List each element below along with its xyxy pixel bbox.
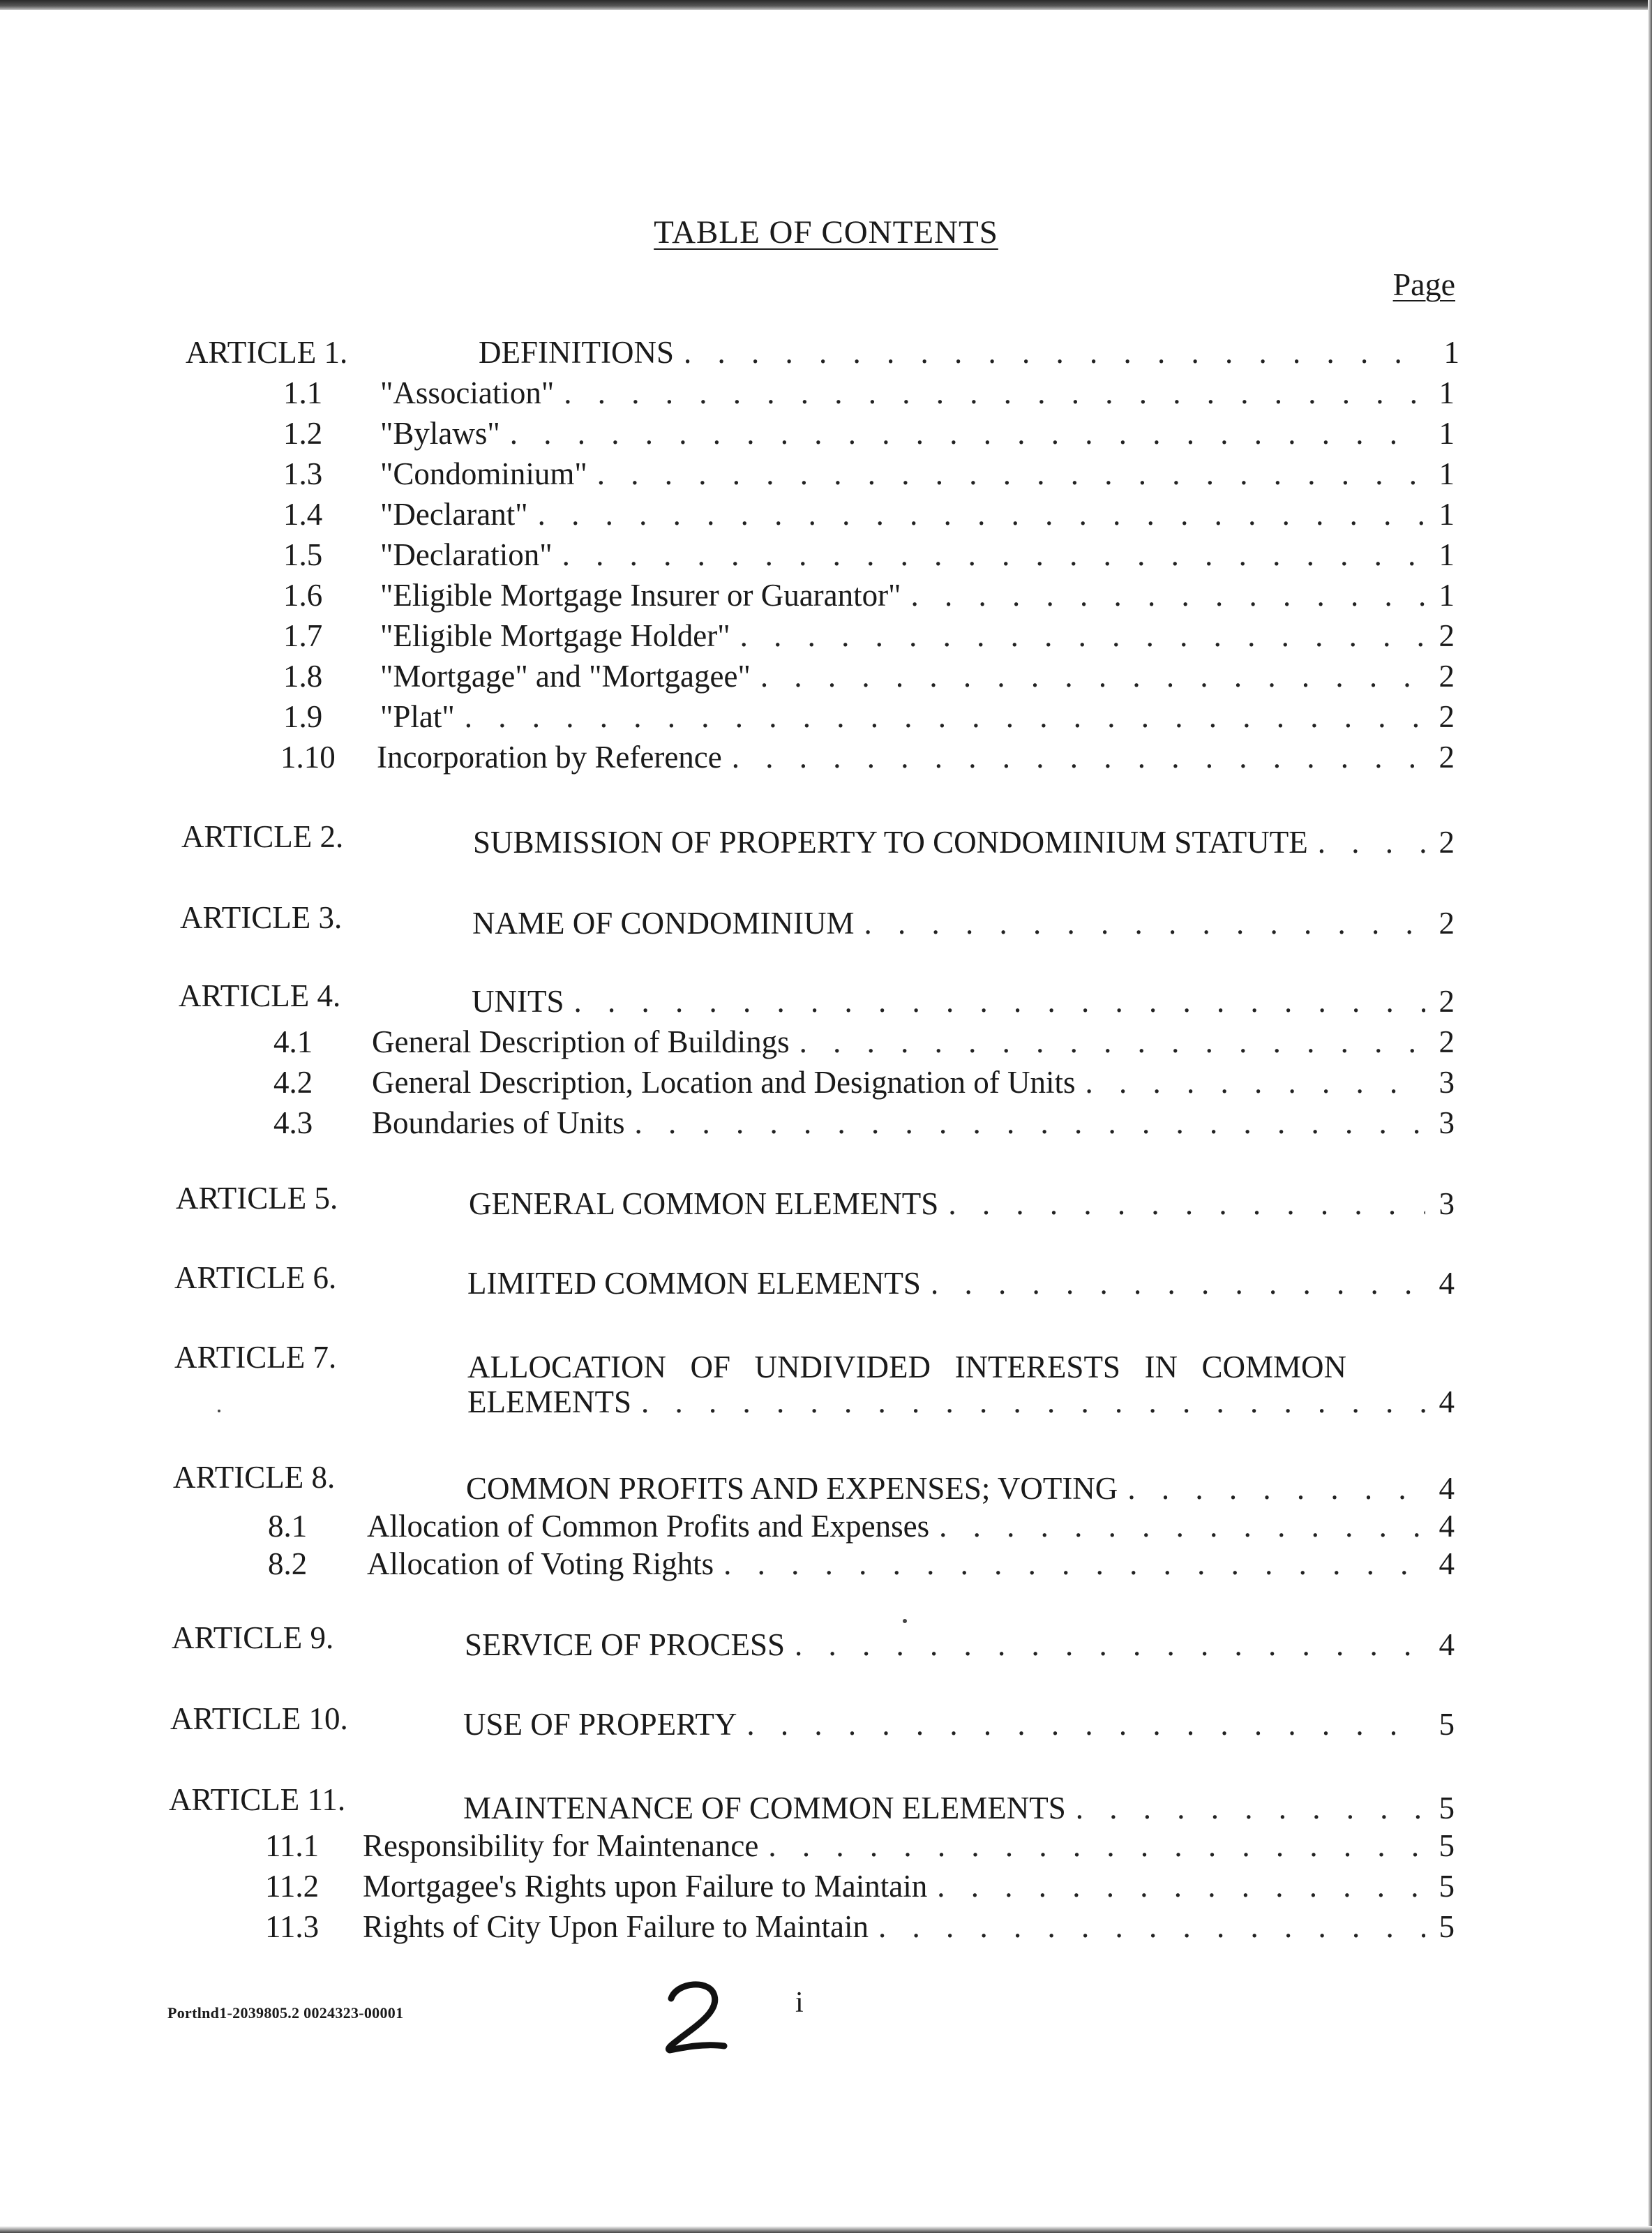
page-number-footer: i: [795, 1987, 804, 2019]
page-number: 2: [1439, 984, 1455, 1019]
leader-dots: [740, 617, 1425, 655]
section-entry: [372, 1023, 1455, 1061]
page-number: 3: [1439, 1105, 1455, 1140]
section-number: 4.3: [273, 1105, 313, 1140]
document-id: Portlnd1-2039805.2 0024323-00001: [167, 2004, 404, 2022]
section-number: 11.1: [265, 1828, 320, 1863]
document-title: TABLE OF CONTENTS: [654, 214, 998, 251]
article-label: ARTICLE 8.: [173, 1460, 336, 1495]
page-number: 1: [1439, 456, 1455, 491]
article-label: ARTICLE 5.: [176, 1181, 338, 1216]
leader-dots: [510, 415, 1425, 452]
article-entry: [473, 823, 1455, 861]
leader-dots: [641, 1383, 1425, 1421]
section-number: 1.2: [283, 416, 323, 451]
section-title: Allocation of Voting Rights: [367, 1546, 714, 1581]
article-label: ARTICLE 1.: [186, 335, 348, 370]
section-entry: [363, 1908, 1455, 1946]
page-number: 2: [1439, 740, 1455, 775]
leader-dots: [1085, 1063, 1425, 1101]
section-entry: [363, 1827, 1455, 1865]
article-title: DEFINITIONS: [479, 335, 674, 370]
page-number: 1: [1439, 375, 1455, 410]
scan-speck: [903, 1619, 907, 1623]
article-label: ARTICLE 11.: [169, 1782, 346, 1817]
page-number: 5: [1439, 1828, 1455, 1863]
page-number: 2: [1439, 1024, 1455, 1059]
section-entry: [380, 617, 1455, 655]
section-title: Mortgagee's Rights upon Failure to Maintain: [363, 1869, 928, 1904]
section-title: "Bylaws": [380, 416, 500, 451]
article-title: SERVICE OF PROCESS: [465, 1627, 786, 1662]
article-label: ARTICLE 10.: [170, 1701, 348, 1736]
section-number: 1.3: [283, 456, 323, 491]
leader-dots: [684, 334, 1430, 371]
section-entry: [380, 374, 1455, 412]
leader-dots: [760, 657, 1425, 695]
page-number: 1: [1439, 537, 1455, 572]
section-entry: [367, 1545, 1455, 1583]
section-entry: [372, 1063, 1455, 1101]
page-number: 2: [1439, 825, 1455, 860]
section-entry: [380, 415, 1455, 452]
section-entry: [380, 657, 1455, 695]
scan-edge-right: [1648, 0, 1652, 2233]
leader-dots: [538, 495, 1425, 533]
page-number: 4: [1439, 1546, 1455, 1581]
article-label: ARTICLE 2.: [181, 819, 344, 854]
section-title: Rights of City Upon Failure to Maintain: [363, 1909, 869, 1944]
section-number: 8.1: [268, 1509, 308, 1544]
article-label: ARTICLE 3.: [180, 900, 343, 935]
section-number: 11.3: [265, 1909, 320, 1944]
article-entry: [467, 1383, 1455, 1421]
page-column-label: Page: [1392, 267, 1455, 302]
section-entry: [377, 738, 1455, 776]
handwritten-number: [656, 1975, 733, 2059]
leader-dots: [562, 536, 1425, 574]
section-title: General Description of Buildings: [372, 1024, 790, 1059]
leader-dots: [911, 576, 1426, 614]
section-title: Incorporation by Reference: [377, 740, 722, 775]
scan-edge-top: [0, 0, 1652, 10]
leader-dots: [597, 455, 1425, 493]
page-number: 1: [1439, 578, 1455, 613]
page-number: 4: [1439, 1471, 1455, 1506]
section-number: 1.7: [283, 618, 323, 653]
article-title: MAINTENANCE OF COMMON ELEMENTS: [463, 1791, 1066, 1825]
article-label: ARTICLE 9.: [172, 1620, 334, 1655]
section-title: General Description, Location and Designation of Units: [372, 1065, 1076, 1100]
leader-dots: [799, 1023, 1425, 1061]
section-entry: [380, 495, 1455, 533]
page-number: 4: [1439, 1627, 1455, 1662]
scan-edge-bottom: [0, 2226, 1652, 2233]
article-entry: [467, 1264, 1455, 1302]
section-title: Responsibility for Maintenance: [363, 1828, 759, 1863]
leader-dots: [723, 1545, 1425, 1583]
page-number: 4: [1439, 1266, 1455, 1301]
leader-dots: [564, 374, 1425, 412]
leader-dots: [1318, 823, 1425, 861]
page-number: 2: [1439, 618, 1455, 653]
article-title: NAME OF CONDOMINIUM: [472, 906, 855, 941]
article-entry: [465, 1626, 1455, 1664]
leader-dots: [746, 1705, 1425, 1743]
section-title: "Eligible Mortgage Holder": [380, 618, 730, 653]
leader-dots: [634, 1104, 1425, 1142]
section-number: 1.5: [283, 537, 323, 572]
leader-dots: [574, 983, 1426, 1020]
section-entry: [367, 1507, 1455, 1545]
leader-dots: [948, 1185, 1425, 1223]
section-title: Allocation of Common Profits and Expenses: [367, 1509, 930, 1544]
section-title: "Declarant": [380, 497, 528, 532]
section-number: 1.6: [283, 578, 323, 613]
leader-dots: [795, 1626, 1425, 1664]
article-title: COMMON PROFITS AND EXPENSES; VOTING: [466, 1471, 1118, 1506]
article-entry: [466, 1470, 1455, 1507]
section-title: Boundaries of Units: [372, 1105, 625, 1140]
article-entry: [472, 904, 1455, 942]
section-number: 1.8: [283, 659, 323, 694]
page-number: 3: [1439, 1186, 1455, 1221]
article-label: ARTICLE 6.: [174, 1260, 337, 1295]
section-title: "Plat": [380, 699, 455, 734]
scan-speck: [218, 1410, 220, 1412]
article-title: USE OF PROPERTY: [463, 1707, 737, 1742]
section-title: "Condominium": [380, 456, 587, 491]
page-number: 3: [1439, 1065, 1455, 1100]
article-title-line2: ELEMENTS: [467, 1384, 631, 1419]
leader-dots: [864, 904, 1425, 942]
section-number: 1.9: [283, 699, 323, 734]
page-number: 5: [1439, 1791, 1455, 1825]
article-label: ARTICLE 4.: [179, 978, 341, 1013]
page-number: 5: [1439, 1909, 1455, 1944]
leader-dots: [465, 698, 1425, 735]
section-number: 1.1: [283, 375, 323, 410]
section-number: 4.2: [273, 1065, 313, 1100]
section-title: "Declaration": [380, 537, 553, 572]
article-title: SUBMISSION OF PROPERTY TO CONDOMINIUM STATUTE: [473, 825, 1308, 860]
section-number: 1.10: [280, 740, 336, 775]
section-entry: [380, 698, 1455, 735]
article-entry: [479, 334, 1459, 371]
section-entry: [372, 1104, 1455, 1142]
article-title: GENERAL COMMON ELEMENTS: [469, 1186, 939, 1221]
leader-dots: [1076, 1789, 1425, 1827]
leader-dots: [1127, 1470, 1425, 1507]
section-number: 4.1: [273, 1024, 313, 1059]
page-number: 1: [1443, 335, 1459, 370]
page-number: 5: [1439, 1869, 1455, 1904]
article-title-line1: ALLOCATION OF UNDIVIDED INTERESTS IN COMMON: [467, 1350, 1346, 1384]
article-label: ARTICLE 7.: [174, 1340, 337, 1375]
leader-dots: [937, 1867, 1425, 1905]
article-entry: [463, 1705, 1455, 1743]
page-number: 4: [1439, 1384, 1455, 1419]
leader-dots: [732, 738, 1425, 776]
article-entry: [469, 1185, 1455, 1223]
section-title: "Mortgage" and "Mortgagee": [380, 659, 751, 694]
section-number: 11.2: [265, 1869, 320, 1904]
article-title: LIMITED COMMON ELEMENTS: [467, 1266, 921, 1301]
page-number: 2: [1439, 906, 1455, 941]
article-entry: [472, 983, 1455, 1020]
section-number: 8.2: [268, 1546, 308, 1581]
leader-dots: [878, 1908, 1425, 1946]
section-title: "Eligible Mortgage Insurer or Guarantor": [380, 578, 901, 613]
section-entry: [380, 455, 1455, 493]
section-number: 1.4: [283, 497, 323, 532]
page-number: 4: [1439, 1509, 1455, 1544]
section-entry: [380, 536, 1455, 574]
page-number: 1: [1439, 416, 1455, 451]
article-title: UNITS: [472, 984, 564, 1019]
leader-dots: [939, 1507, 1425, 1545]
page-number: 5: [1439, 1707, 1455, 1742]
section-entry: [380, 576, 1455, 614]
article-entry: [463, 1789, 1455, 1827]
page-number: 1: [1439, 497, 1455, 532]
leader-dots: [768, 1827, 1425, 1865]
section-entry: [363, 1867, 1455, 1905]
leader-dots: [931, 1264, 1425, 1302]
page-number: 2: [1439, 659, 1455, 694]
section-title: "Association": [380, 375, 555, 410]
page-number: 2: [1439, 699, 1455, 734]
